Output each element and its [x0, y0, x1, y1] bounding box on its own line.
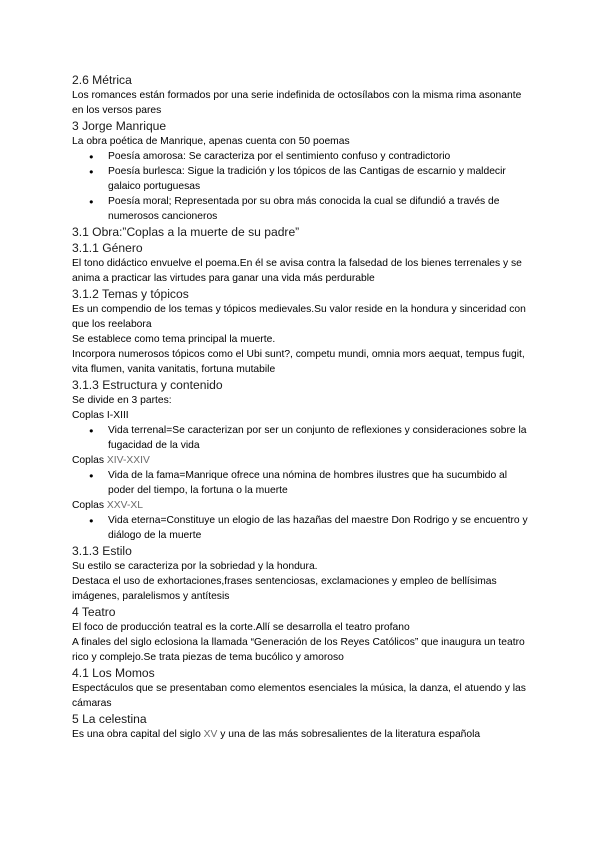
list-item: ● Vida eterna=Constituye un elogio de las hazañas del maestre Don Rodrigo y se encuentro y diálogo de la muerte	[108, 513, 528, 543]
paragraph-manrique-intro: La obra poética de Manrique, apenas cuenta con 50 poemas	[72, 136, 350, 147]
coplas-prefix: Coplas	[72, 500, 107, 511]
list-item: ● Poesía moral; Representada por su obra más conocida la cual se difundió a través de numerosos cancioneros	[108, 194, 528, 224]
paragraph-estilo-1: Su estilo se caracteriza por la sobriedad y la hondura.	[72, 561, 318, 572]
coplas-range: XIV-XXIV	[106, 455, 150, 466]
coplas-prefix: Coplas	[72, 455, 107, 466]
document-page	[72, 72, 528, 742]
list-item: ● Vida terrenal=Se caracterizan por ser un conjunto de reflexiones y consideraciones sobre la fugacidad de la vida	[108, 423, 528, 453]
coplas-prefix: Coplas	[72, 410, 107, 421]
paragraph-temas-3: Incorpora numerosos tópicos como el Ubi sunt?, competu mundi, omnia mors aequat, tempus fugit, vita flumen, vanita vanitatis, fortuna mutabile	[72, 349, 525, 375]
coplas-label-1	[72, 408, 528, 423]
celestina-text-end: y una de las más sobresalientes de la literatura española	[217, 729, 481, 740]
coplas-range: XXV-XL	[106, 500, 143, 511]
paragraph-celestina	[72, 727, 528, 742]
paragraph-estilo-2: Destaca el uso de exhortaciones,frases sentenciosas, exclamaciones y empleo de bellísimas imágenes, paralelismos y antítesis	[72, 576, 497, 602]
bullet-list-poesia	[72, 149, 528, 224]
paragraph-estructura: Se divide en 3 partes:	[72, 395, 172, 406]
paragraph-teatro-1: El foco de producción teatral es la corte.Allí se desarrolla el teatro profano	[72, 622, 410, 633]
heading-metrica: 2.6 Métrica	[72, 73, 132, 87]
heading-jorge-manrique: 3 Jorge Manrique	[72, 119, 167, 133]
paragraph-momos: Espectáculos que se presentaban como elementos esenciales la música, la danza, el atuendo y las cámaras	[72, 683, 526, 709]
bullet-list-coplas-1	[72, 423, 528, 453]
list-item: ● Poesía burlesca: Sigue la tradición y los tópicos de las Cantigas de escarnio y maldecir galaico portuguesas	[108, 164, 528, 194]
paragraph-temas-2: Se establece como tema principal la muerte.	[72, 334, 276, 345]
paragraph-teatro-2: A finales del siglo eclosiona la llamada “Generación de los Reyes Católicos” que inaugura un teatro rico y complejo.Se trata piezas de tema bucólico y amoroso	[72, 637, 525, 663]
heading-estructura: 3.1.3 Estructura y contenido	[72, 378, 223, 392]
celestina-text-start: Es una obra capital del siglo	[72, 729, 204, 740]
paragraph-metrica: Los romances están formados por una serie indefinida de octosílabos con la misma rima asonante en los versos pares	[72, 90, 522, 116]
coplas-range: I-XIII	[106, 410, 129, 421]
heading-momos: 4.1 Los Momos	[72, 666, 155, 680]
heading-obra: 3.1 Obra:”Coplas a la muerte de su padre”	[72, 225, 300, 239]
celestina-century: XV	[203, 729, 218, 740]
coplas-label-2	[72, 453, 528, 468]
heading-celestina: 5 La celestina	[72, 712, 147, 726]
heading-teatro: 4 Teatro	[72, 605, 116, 619]
paragraph-genero: El tono didáctico envuelve el poema.En él se avisa contra la falsedad de los bienes terrenales y se anima a practicar las virtudes para ganar una vida más perdurable	[72, 258, 522, 284]
bullet-list-coplas-3	[72, 513, 528, 543]
paragraph-temas-1: Es un compendio de los temas y tópicos medievales.Su valor reside en la hondura y sinceridad con que los reelabora	[72, 304, 526, 330]
list-item: ● Vida de la fama=Manrique ofrece una nómina de hombres ilustres que ha sucumbido al poder del tiempo, la fortuna o la muerte	[108, 468, 528, 498]
coplas-label-3	[72, 498, 528, 513]
heading-genero: 3.1.1 Género	[72, 241, 143, 255]
heading-temas: 3.1.2 Temas y tópicos	[72, 287, 189, 301]
heading-estilo: 3.1.3 Estilo	[72, 544, 132, 558]
bullet-list-coplas-2	[72, 468, 528, 498]
list-item: ● Poesía amorosa: Se caracteriza por el sentimiento confuso y contradictorio	[108, 149, 528, 164]
